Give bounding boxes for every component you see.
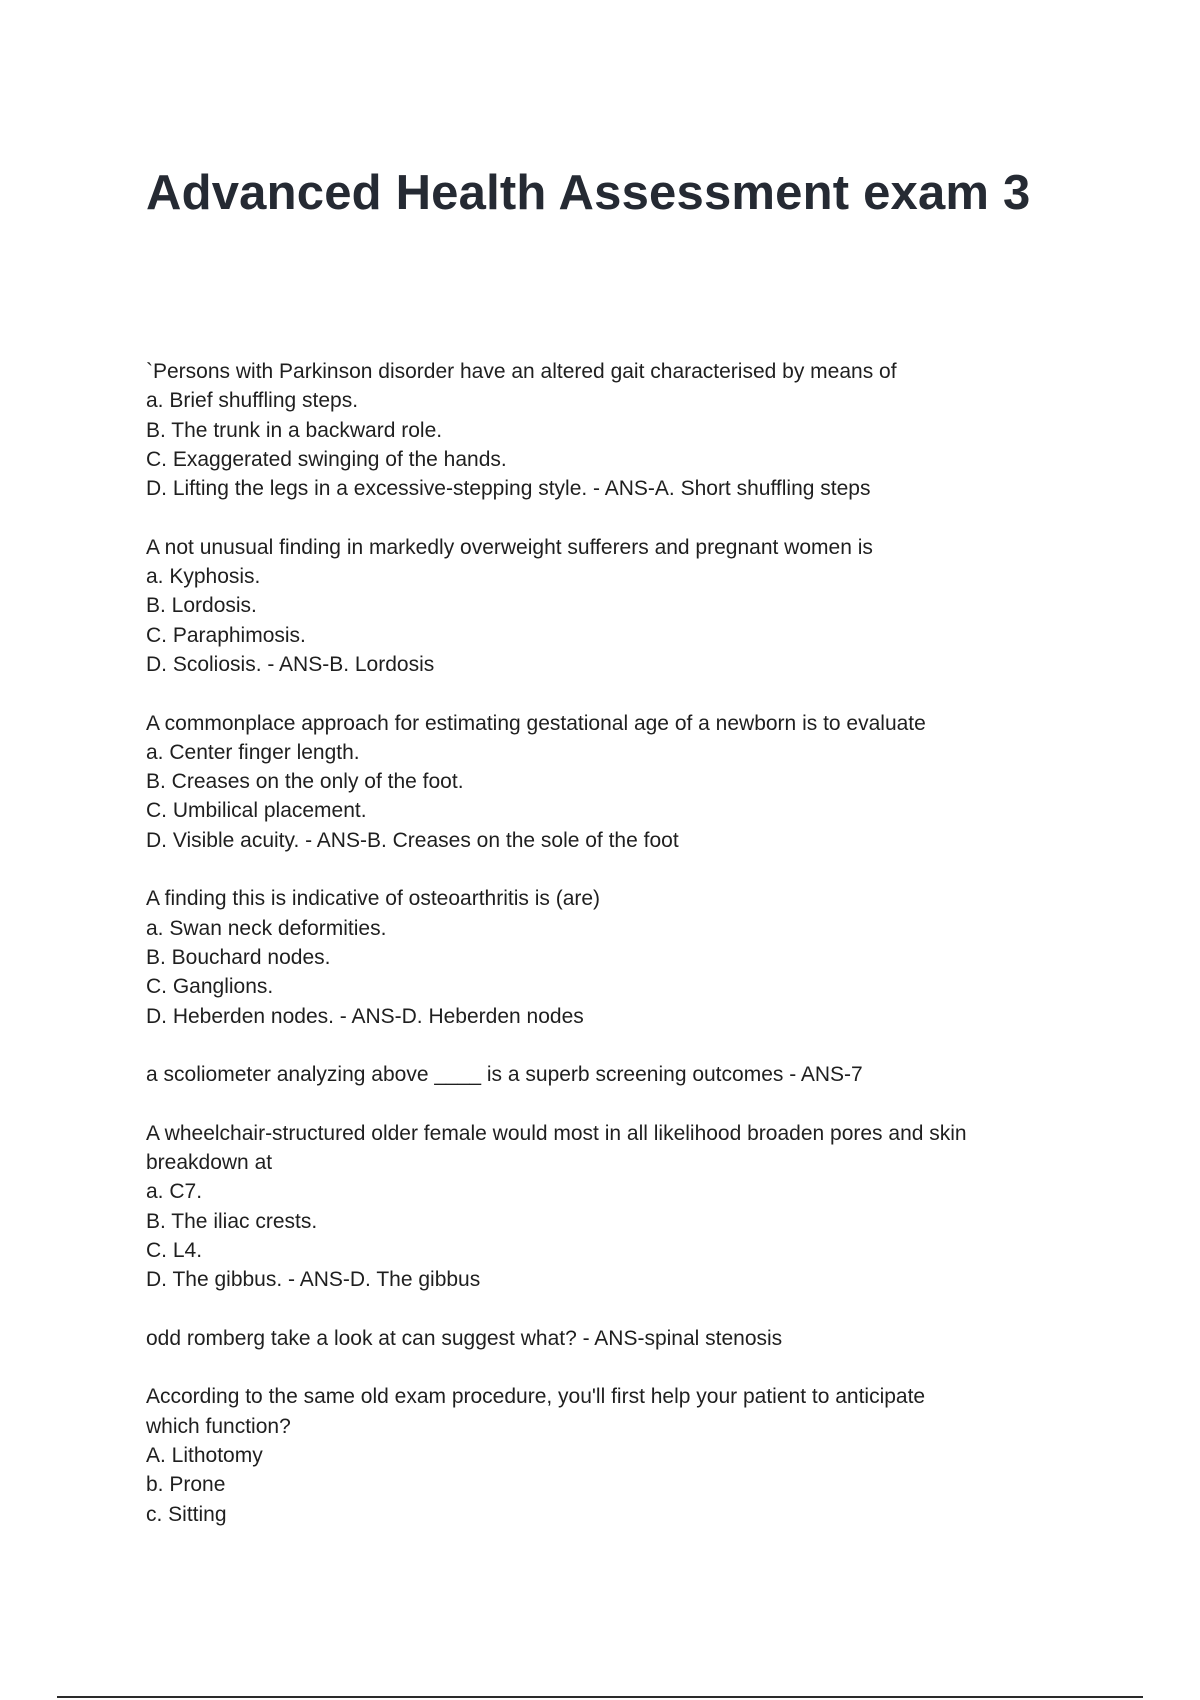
question-stem: `Persons with Parkinson disorder have an altered gait characterised by means of [146, 360, 897, 383]
answer-option-with-key: D. The gibbus. - ANS-D. The gibbus [146, 1268, 481, 1292]
question-block [146, 1060, 1046, 1089]
answer-option: B. Bouchard nodes. [146, 945, 331, 969]
answer-option: C. Ganglions. [146, 975, 274, 999]
answer-option-with-key: D. Visible acuity. - ANS-B. Creases on the sole of the foot [146, 828, 679, 852]
answer-option: C. Exaggerated swinging of the hands. [146, 447, 507, 471]
question-stem: A finding this is indicative of osteoarthritis is (are) [146, 887, 601, 911]
question-stem-continued: which function? [146, 1414, 291, 1438]
question-with-answer: a scoliometer analyzing above ____ is a superb screening outcomes - ANS-7 [146, 1063, 863, 1087]
answer-option: B. Lordosis. [146, 594, 257, 618]
question-block [146, 884, 1046, 1030]
question-list [146, 357, 1046, 1558]
question-block [146, 533, 1046, 679]
answer-option-with-key: D. Heberden nodes. - ANS-D. Heberden nodes [146, 1004, 584, 1028]
question-block [146, 357, 1046, 503]
answer-option: a. C7. [146, 1180, 203, 1204]
question-stem: According to the same old exam procedure, you'll first help your patient to anticipate [146, 1385, 926, 1409]
answer-option: a. Center finger length. [146, 740, 360, 764]
question-block [146, 1119, 1046, 1295]
answer-option-with-key: D. Scoliosis. - ANS-B. Lordosis [146, 652, 435, 676]
answer-option: c. Sitting [146, 1502, 227, 1526]
answer-option: B. The iliac crests. [146, 1209, 318, 1233]
answer-option: a. Brief shuffling steps. [146, 389, 359, 413]
question-block [146, 1382, 1046, 1528]
page-title: Advanced Health Assessment exam 3 [146, 166, 1031, 220]
answer-option: b. Prone [146, 1473, 226, 1497]
answer-option: C. Paraphimosis. [146, 623, 306, 647]
question-stem-continued: breakdown at [146, 1151, 273, 1175]
question-stem: A wheelchair-structured older female would most in all likelihood broaden pores and skin [146, 1121, 967, 1145]
answer-option: a. Swan neck deformities. [146, 916, 387, 940]
question-stem: A not unusual finding in markedly overweight sufferers and pregnant women is [146, 535, 873, 559]
answer-option-with-key: D. Lifting the legs in a excessive-stepping style. - ANS-A. Short shuffling steps [146, 477, 871, 501]
answer-option: C. Umbilical placement. [146, 799, 367, 823]
footer-divider [57, 1696, 1143, 1698]
question-stem: A commonplace approach for estimating gestational age of a newborn is to evaluate [146, 711, 926, 735]
question-block [146, 709, 1046, 855]
question-with-answer: odd romberg take a look at can suggest what? - ANS-spinal stenosis [146, 1326, 783, 1350]
answer-option: B. The trunk in a backward role. [146, 418, 443, 442]
answer-option: C. L4. [146, 1238, 203, 1262]
question-block [146, 1324, 1046, 1353]
answer-option: A. Lithotomy [146, 1443, 263, 1467]
answer-option: a. Kyphosis. [146, 565, 261, 589]
answer-option: B. Creases on the only of the foot. [146, 770, 464, 794]
